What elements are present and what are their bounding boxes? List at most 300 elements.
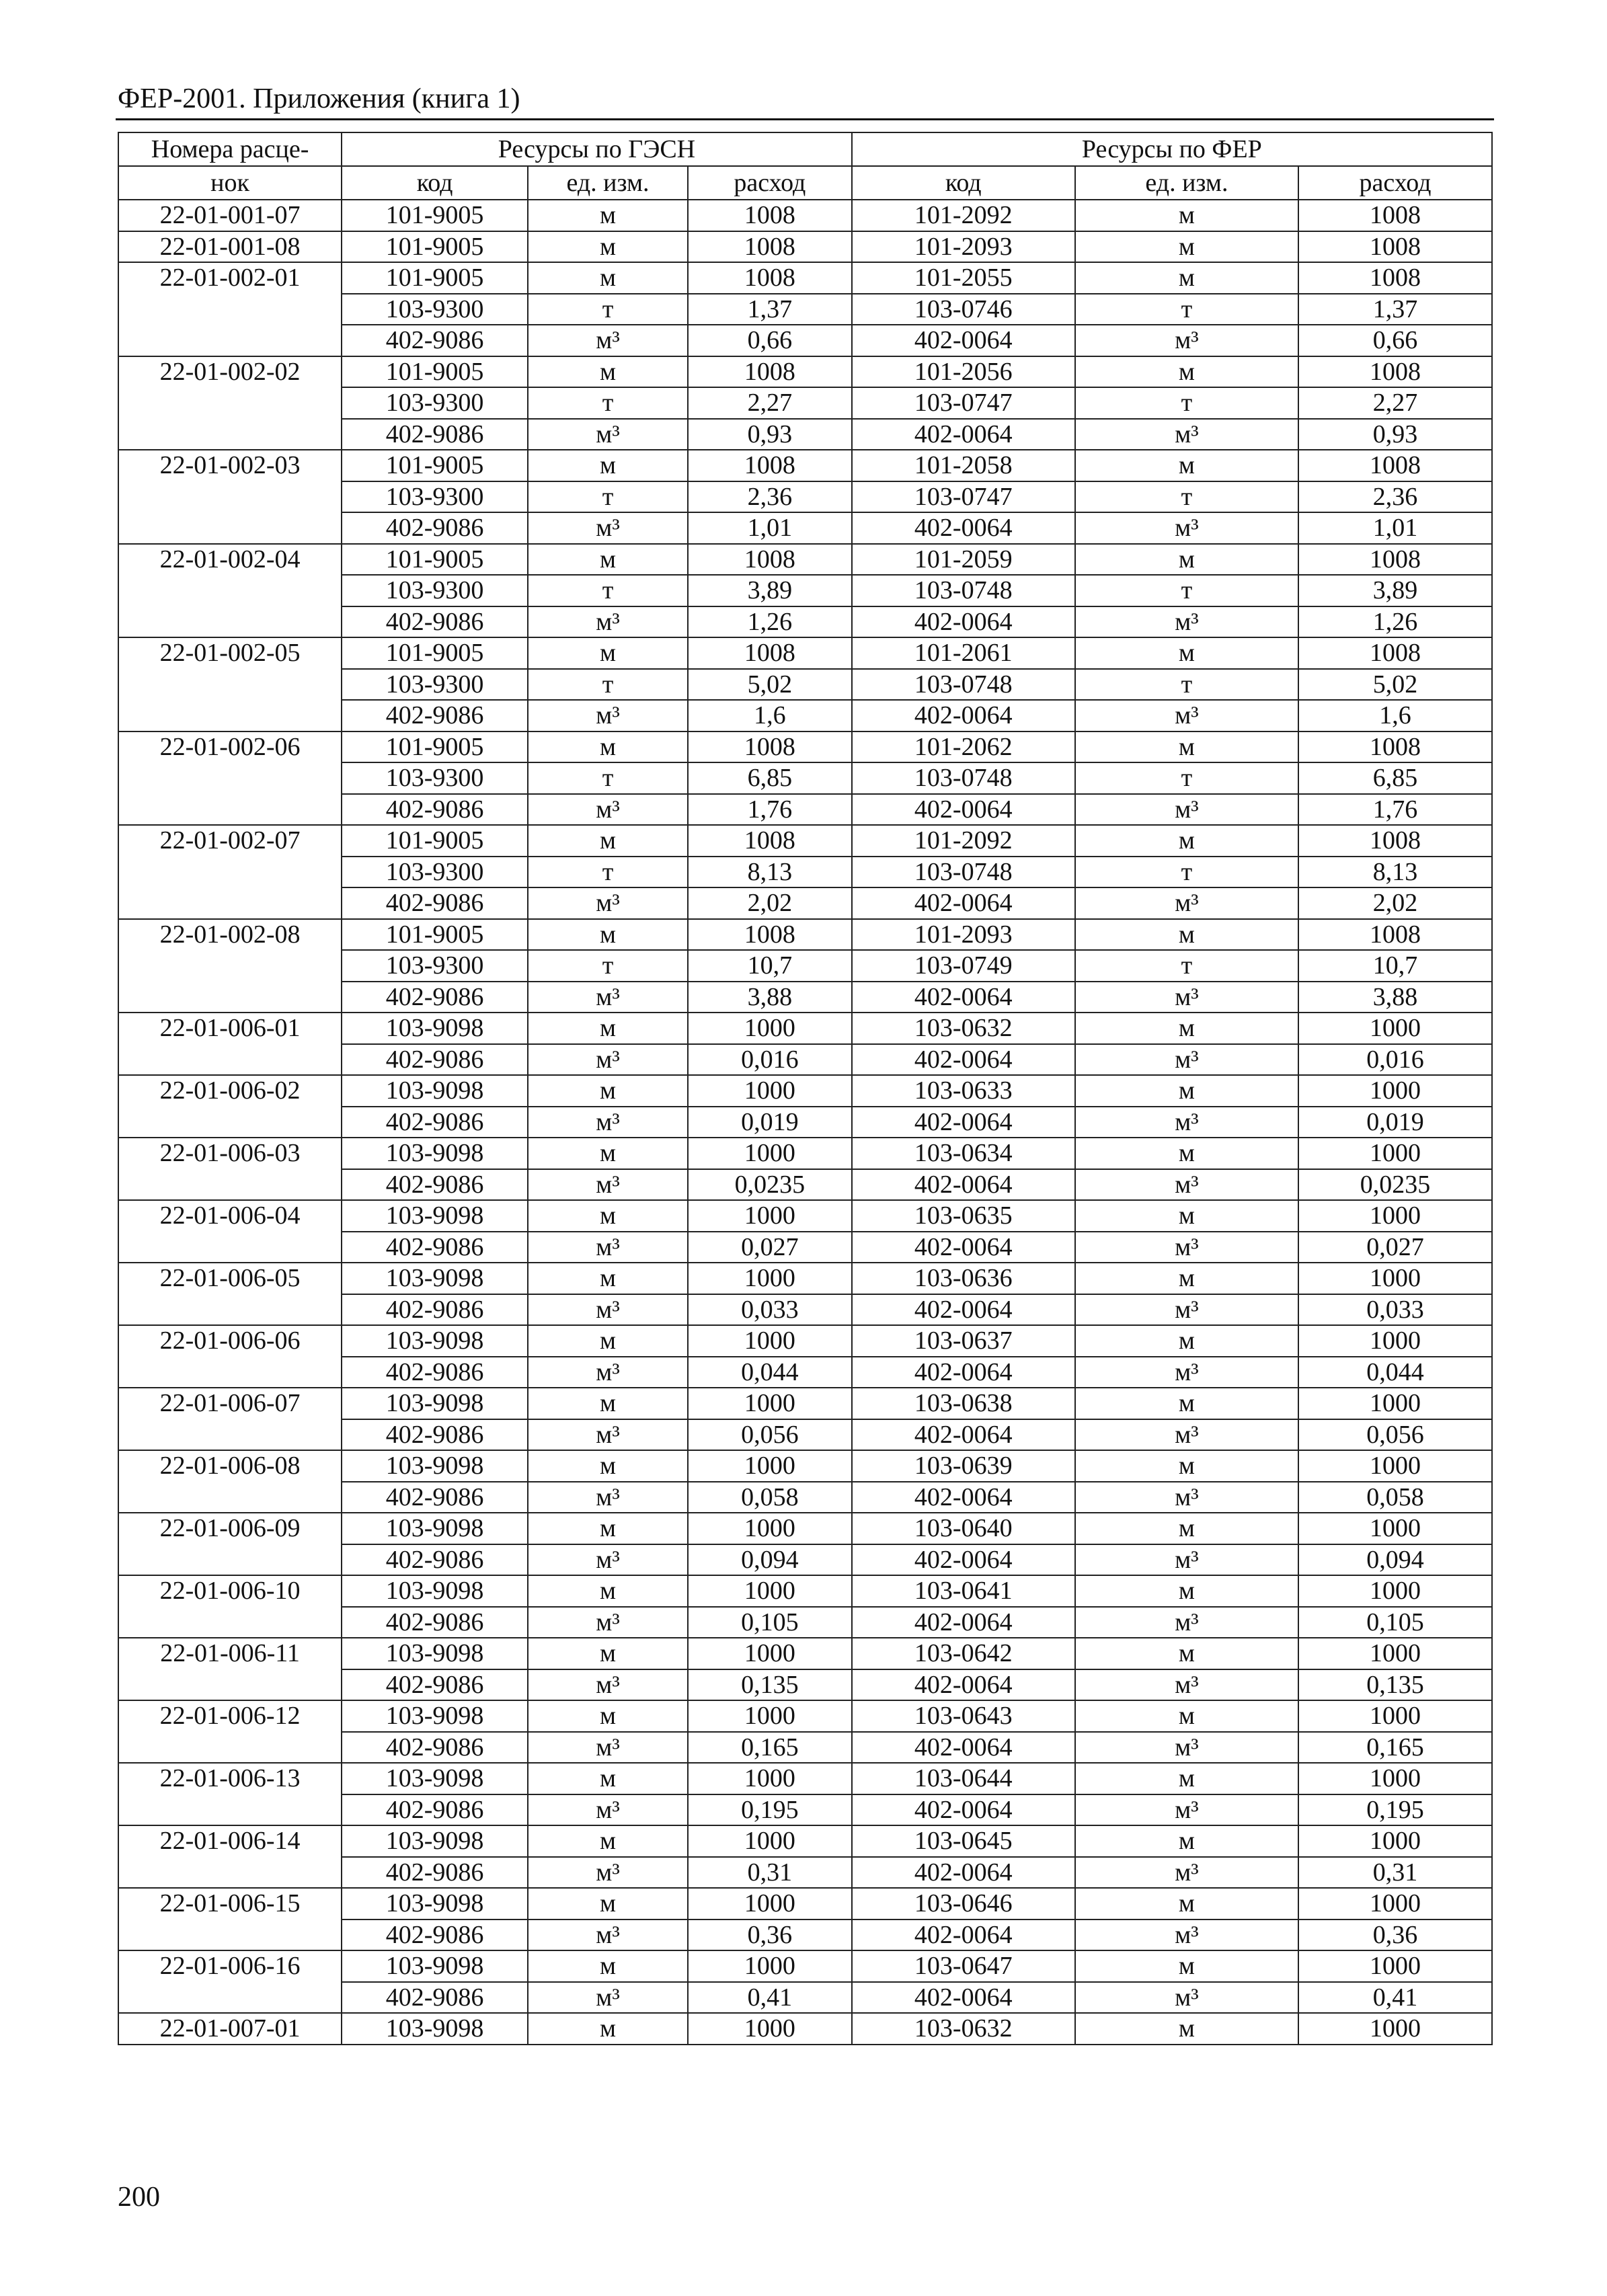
fer-code-cell: 402-0064 bbox=[852, 419, 1075, 450]
header-gesn-group: Ресурсы по ГЭСН bbox=[342, 132, 852, 166]
gesn-consumption-cell: 5,02 bbox=[688, 669, 852, 701]
gesn-unit-cell: м bbox=[528, 1700, 688, 1732]
rate-number-cell: 22-01-006-08 bbox=[118, 1450, 342, 1513]
fer-code-cell: 101-2061 bbox=[852, 637, 1075, 669]
fer-consumption-cell: 1008 bbox=[1298, 262, 1492, 294]
gesn-unit-cell: м bbox=[528, 825, 688, 857]
fer-unit-cell: м³ bbox=[1075, 1044, 1298, 1076]
gesn-unit-cell: м bbox=[528, 1825, 688, 1857]
header-gesn-unit: ед. изм. bbox=[528, 166, 688, 200]
gesn-unit-cell: м bbox=[528, 544, 688, 576]
table-row bbox=[118, 1138, 1492, 1169]
fer-unit-cell: м bbox=[1075, 1138, 1298, 1169]
page-header-title: ФЕР-2001. Приложения (книга 1) bbox=[118, 83, 520, 114]
gesn-code-cell: 402-9086 bbox=[342, 606, 528, 638]
gesn-consumption-cell: 1008 bbox=[688, 231, 852, 263]
gesn-code-cell: 103-9300 bbox=[342, 575, 528, 606]
gesn-unit-cell: м³ bbox=[528, 887, 688, 919]
gesn-code-cell: 402-9086 bbox=[342, 1607, 528, 1638]
gesn-consumption-cell: 1000 bbox=[688, 1263, 852, 1294]
gesn-code-cell: 103-9098 bbox=[342, 1200, 528, 1232]
fer-consumption-cell: 0,056 bbox=[1298, 1419, 1492, 1451]
table-row bbox=[118, 919, 1492, 951]
fer-unit-cell: м bbox=[1075, 1075, 1298, 1107]
gesn-unit-cell: м³ bbox=[528, 1232, 688, 1263]
gesn-unit-cell: м bbox=[528, 1513, 688, 1544]
gesn-code-cell: 103-9300 bbox=[342, 857, 528, 888]
fer-code-cell: 101-2055 bbox=[852, 262, 1075, 294]
gesn-unit-cell: м³ bbox=[528, 1357, 688, 1388]
table-row bbox=[118, 825, 1492, 857]
fer-unit-cell: м³ bbox=[1075, 1232, 1298, 1263]
table-header-row-top bbox=[118, 132, 1492, 166]
fer-code-cell: 402-0064 bbox=[852, 1544, 1075, 1576]
fer-code-cell: 101-2093 bbox=[852, 231, 1075, 263]
gesn-unit-cell: м bbox=[528, 1075, 688, 1107]
fer-unit-cell: т bbox=[1075, 950, 1298, 982]
fer-code-cell: 103-0643 bbox=[852, 1700, 1075, 1732]
gesn-unit-cell: м bbox=[528, 1138, 688, 1169]
fer-consumption-cell: 1008 bbox=[1298, 450, 1492, 481]
fer-consumption-cell: 3,88 bbox=[1298, 982, 1492, 1013]
fer-code-cell: 402-0064 bbox=[852, 512, 1075, 544]
gesn-code-cell: 103-9098 bbox=[342, 2013, 528, 2045]
fer-consumption-cell: 1000 bbox=[1298, 1950, 1492, 1982]
gesn-code-cell: 103-9098 bbox=[342, 1138, 528, 1169]
gesn-code-cell: 101-9005 bbox=[342, 200, 528, 231]
fer-code-cell: 402-0064 bbox=[852, 1044, 1075, 1076]
rate-number-cell: 22-01-006-12 bbox=[118, 1700, 342, 1763]
fer-consumption-cell: 1008 bbox=[1298, 731, 1492, 763]
fer-code-cell: 402-0064 bbox=[852, 1919, 1075, 1951]
fer-consumption-cell: 1000 bbox=[1298, 1263, 1492, 1294]
fer-consumption-cell: 2,27 bbox=[1298, 387, 1492, 419]
gesn-consumption-cell: 1000 bbox=[688, 1575, 852, 1607]
gesn-consumption-cell: 0,135 bbox=[688, 1669, 852, 1701]
page-number: 200 bbox=[118, 2182, 160, 2213]
fer-code-cell: 103-0645 bbox=[852, 1825, 1075, 1857]
rate-number-cell: 22-01-006-06 bbox=[118, 1325, 342, 1388]
table-row bbox=[118, 1200, 1492, 1232]
fer-consumption-cell: 1000 bbox=[1298, 1138, 1492, 1169]
gesn-unit-cell: м bbox=[528, 2013, 688, 2045]
fer-consumption-cell: 1000 bbox=[1298, 1013, 1492, 1044]
gesn-unit-cell: т bbox=[528, 669, 688, 701]
gesn-consumption-cell: 1,37 bbox=[688, 294, 852, 325]
gesn-code-cell: 103-9300 bbox=[342, 294, 528, 325]
gesn-code-cell: 402-9086 bbox=[342, 982, 528, 1013]
fer-code-cell: 103-0632 bbox=[852, 1013, 1075, 1044]
gesn-unit-cell: м³ bbox=[528, 1107, 688, 1138]
header-rate-label-sub: нок bbox=[118, 166, 342, 200]
gesn-consumption-cell: 1008 bbox=[688, 919, 852, 951]
gesn-consumption-cell: 0,36 bbox=[688, 1919, 852, 1951]
rate-number-cell: 22-01-006-07 bbox=[118, 1388, 342, 1450]
fer-code-cell: 103-0642 bbox=[852, 1638, 1075, 1669]
gesn-unit-cell: м bbox=[528, 262, 688, 294]
fer-consumption-cell: 1000 bbox=[1298, 1825, 1492, 1857]
rate-number-cell: 22-01-006-04 bbox=[118, 1200, 342, 1263]
gesn-consumption-cell: 1008 bbox=[688, 544, 852, 576]
table-row bbox=[118, 356, 1492, 388]
gesn-consumption-cell: 0,31 bbox=[688, 1857, 852, 1889]
gesn-unit-cell: м bbox=[528, 731, 688, 763]
fer-code-cell: 101-2056 bbox=[852, 356, 1075, 388]
gesn-consumption-cell: 0,027 bbox=[688, 1232, 852, 1263]
table-row bbox=[118, 1888, 1492, 1919]
gesn-code-cell: 103-9300 bbox=[342, 950, 528, 982]
fer-consumption-cell: 1008 bbox=[1298, 919, 1492, 951]
gesn-code-cell: 402-9086 bbox=[342, 1107, 528, 1138]
table-row bbox=[118, 200, 1492, 231]
fer-code-cell: 402-0064 bbox=[852, 1107, 1075, 1138]
gesn-unit-cell: м³ bbox=[528, 1044, 688, 1076]
fer-unit-cell: м bbox=[1075, 1700, 1298, 1732]
fer-consumption-cell: 8,13 bbox=[1298, 857, 1492, 888]
fer-unit-cell: м³ bbox=[1075, 887, 1298, 919]
gesn-unit-cell: м bbox=[528, 1638, 688, 1669]
fer-unit-cell: т bbox=[1075, 857, 1298, 888]
gesn-unit-cell: м³ bbox=[528, 1294, 688, 1326]
gesn-code-cell: 103-9300 bbox=[342, 481, 528, 513]
fer-consumption-cell: 1000 bbox=[1298, 1450, 1492, 1482]
fer-code-cell: 103-0633 bbox=[852, 1075, 1075, 1107]
fer-unit-cell: м bbox=[1075, 1263, 1298, 1294]
gesn-consumption-cell: 0,105 bbox=[688, 1607, 852, 1638]
header-fer-group: Ресурсы по ФЕР bbox=[852, 132, 1492, 166]
fer-code-cell: 402-0064 bbox=[852, 982, 1075, 1013]
gesn-consumption-cell: 1000 bbox=[688, 1513, 852, 1544]
gesn-unit-cell: т bbox=[528, 857, 688, 888]
fer-code-cell: 103-0640 bbox=[852, 1513, 1075, 1544]
gesn-consumption-cell: 1008 bbox=[688, 637, 852, 669]
fer-unit-cell: м³ bbox=[1075, 512, 1298, 544]
table-row bbox=[118, 231, 1492, 263]
fer-unit-cell: м bbox=[1075, 356, 1298, 388]
fer-code-cell: 101-2062 bbox=[852, 731, 1075, 763]
gesn-unit-cell: м³ bbox=[528, 1919, 688, 1951]
gesn-consumption-cell: 1008 bbox=[688, 356, 852, 388]
fer-code-cell: 101-2092 bbox=[852, 200, 1075, 231]
gesn-consumption-cell: 0,056 bbox=[688, 1419, 852, 1451]
gesn-code-cell: 103-9098 bbox=[342, 1450, 528, 1482]
fer-code-cell: 402-0064 bbox=[852, 887, 1075, 919]
fer-consumption-cell: 5,02 bbox=[1298, 669, 1492, 701]
fer-unit-cell: м³ bbox=[1075, 325, 1298, 356]
gesn-consumption-cell: 1000 bbox=[688, 1075, 852, 1107]
gesn-code-cell: 103-9098 bbox=[342, 1575, 528, 1607]
fer-code-cell: 402-0064 bbox=[852, 1982, 1075, 2014]
gesn-code-cell: 402-9086 bbox=[342, 1169, 528, 1201]
fer-code-cell: 103-0749 bbox=[852, 950, 1075, 982]
gesn-consumption-cell: 1,01 bbox=[688, 512, 852, 544]
gesn-code-cell: 402-9086 bbox=[342, 1794, 528, 1826]
table-row bbox=[118, 1325, 1492, 1357]
fer-code-cell: 103-0748 bbox=[852, 762, 1075, 794]
fer-consumption-cell: 1000 bbox=[1298, 1638, 1492, 1669]
fer-code-cell: 402-0064 bbox=[852, 1669, 1075, 1701]
table-row bbox=[118, 637, 1492, 669]
gesn-unit-cell: т bbox=[528, 387, 688, 419]
fer-consumption-cell: 1008 bbox=[1298, 200, 1492, 231]
gesn-unit-cell: м bbox=[528, 231, 688, 263]
gesn-consumption-cell: 1000 bbox=[688, 1763, 852, 1794]
fer-unit-cell: м³ bbox=[1075, 1732, 1298, 1764]
gesn-consumption-cell: 0,058 bbox=[688, 1482, 852, 1513]
rate-number-cell: 22-01-002-08 bbox=[118, 919, 342, 1013]
gesn-unit-cell: м bbox=[528, 1325, 688, 1357]
fer-unit-cell: м bbox=[1075, 1325, 1298, 1357]
rate-number-cell: 22-01-002-06 bbox=[118, 731, 342, 826]
gesn-unit-cell: м bbox=[528, 919, 688, 951]
fer-consumption-cell: 0,195 bbox=[1298, 1794, 1492, 1826]
gesn-consumption-cell: 1000 bbox=[688, 1200, 852, 1232]
table-row bbox=[118, 2013, 1492, 2045]
rate-number-cell: 22-01-002-04 bbox=[118, 544, 342, 638]
fer-consumption-cell: 10,7 bbox=[1298, 950, 1492, 982]
fer-consumption-cell: 1000 bbox=[1298, 1388, 1492, 1419]
fer-consumption-cell: 0,41 bbox=[1298, 1982, 1492, 2014]
gesn-unit-cell: м³ bbox=[528, 325, 688, 356]
fer-code-cell: 103-0748 bbox=[852, 857, 1075, 888]
gesn-code-cell: 402-9086 bbox=[342, 512, 528, 544]
gesn-unit-cell: м³ bbox=[528, 419, 688, 450]
gesn-code-cell: 103-9098 bbox=[342, 1825, 528, 1857]
gesn-code-cell: 402-9086 bbox=[342, 419, 528, 450]
fer-unit-cell: м³ bbox=[1075, 1607, 1298, 1638]
gesn-code-cell: 103-9098 bbox=[342, 1513, 528, 1544]
gesn-consumption-cell: 0,41 bbox=[688, 1982, 852, 2014]
fer-consumption-cell: 6,85 bbox=[1298, 762, 1492, 794]
gesn-consumption-cell: 0,019 bbox=[688, 1107, 852, 1138]
gesn-unit-cell: м³ bbox=[528, 1857, 688, 1889]
gesn-code-cell: 101-9005 bbox=[342, 731, 528, 763]
gesn-consumption-cell: 1000 bbox=[688, 1325, 852, 1357]
fer-code-cell: 101-2092 bbox=[852, 825, 1075, 857]
table-row bbox=[118, 450, 1492, 481]
rate-number-cell: 22-01-006-01 bbox=[118, 1013, 342, 1075]
gesn-code-cell: 402-9086 bbox=[342, 1732, 528, 1764]
table-row bbox=[118, 1700, 1492, 1732]
fer-unit-cell: м bbox=[1075, 450, 1298, 481]
fer-unit-cell: м bbox=[1075, 1888, 1298, 1919]
rate-number-cell: 22-01-006-09 bbox=[118, 1513, 342, 1575]
fer-unit-cell: м bbox=[1075, 231, 1298, 263]
fer-consumption-cell: 1000 bbox=[1298, 1700, 1492, 1732]
fer-consumption-cell: 0,044 bbox=[1298, 1357, 1492, 1388]
gesn-code-cell: 402-9086 bbox=[342, 1669, 528, 1701]
gesn-unit-cell: м bbox=[528, 637, 688, 669]
fer-consumption-cell: 0,016 bbox=[1298, 1044, 1492, 1076]
table-row bbox=[118, 1013, 1492, 1044]
gesn-unit-cell: м bbox=[528, 1888, 688, 1919]
gesn-consumption-cell: 0,93 bbox=[688, 419, 852, 450]
table-body bbox=[118, 200, 1492, 2045]
rate-number-cell: 22-01-002-01 bbox=[118, 262, 342, 356]
gesn-consumption-cell: 0,0235 bbox=[688, 1169, 852, 1201]
gesn-unit-cell: т bbox=[528, 762, 688, 794]
rate-number-cell: 22-01-002-07 bbox=[118, 825, 342, 919]
gesn-unit-cell: м³ bbox=[528, 794, 688, 826]
fer-code-cell: 101-2059 bbox=[852, 544, 1075, 576]
fer-consumption-cell: 1008 bbox=[1298, 544, 1492, 576]
rate-number-cell: 22-01-001-08 bbox=[118, 231, 342, 263]
fer-code-cell: 402-0064 bbox=[852, 794, 1075, 826]
gesn-unit-cell: т bbox=[528, 481, 688, 513]
gesn-consumption-cell: 0,044 bbox=[688, 1357, 852, 1388]
gesn-consumption-cell: 1000 bbox=[688, 1450, 852, 1482]
fer-consumption-cell: 1008 bbox=[1298, 637, 1492, 669]
gesn-code-cell: 402-9086 bbox=[342, 1544, 528, 1576]
fer-unit-cell: м bbox=[1075, 1763, 1298, 1794]
gesn-consumption-cell: 1000 bbox=[688, 1638, 852, 1669]
fer-code-cell: 103-0641 bbox=[852, 1575, 1075, 1607]
fer-code-cell: 103-0746 bbox=[852, 294, 1075, 325]
gesn-consumption-cell: 1000 bbox=[688, 2013, 852, 2045]
fer-unit-cell: м bbox=[1075, 2013, 1298, 2045]
fer-unit-cell: м bbox=[1075, 1575, 1298, 1607]
fer-unit-cell: м³ bbox=[1075, 1544, 1298, 1576]
fer-consumption-cell: 0,165 bbox=[1298, 1732, 1492, 1764]
fer-unit-cell: м bbox=[1075, 544, 1298, 576]
fer-consumption-cell: 0,31 bbox=[1298, 1857, 1492, 1889]
fer-consumption-cell: 1008 bbox=[1298, 231, 1492, 263]
fer-consumption-cell: 1000 bbox=[1298, 1325, 1492, 1357]
fer-code-cell: 402-0064 bbox=[852, 1732, 1075, 1764]
gesn-code-cell: 402-9086 bbox=[342, 1044, 528, 1076]
fer-unit-cell: м bbox=[1075, 1825, 1298, 1857]
resource-table bbox=[118, 132, 1493, 2045]
fer-consumption-cell: 0,033 bbox=[1298, 1294, 1492, 1326]
fer-unit-cell: м³ bbox=[1075, 794, 1298, 826]
fer-code-cell: 101-2058 bbox=[852, 450, 1075, 481]
gesn-code-cell: 103-9300 bbox=[342, 669, 528, 701]
fer-code-cell: 402-0064 bbox=[852, 1419, 1075, 1451]
fer-code-cell: 402-0064 bbox=[852, 1232, 1075, 1263]
gesn-unit-cell: м bbox=[528, 1575, 688, 1607]
fer-code-cell: 103-0644 bbox=[852, 1763, 1075, 1794]
gesn-code-cell: 402-9086 bbox=[342, 1857, 528, 1889]
gesn-consumption-cell: 0,016 bbox=[688, 1044, 852, 1076]
gesn-consumption-cell: 1008 bbox=[688, 450, 852, 481]
gesn-unit-cell: м bbox=[528, 1950, 688, 1982]
fer-unit-cell: м³ bbox=[1075, 1857, 1298, 1889]
fer-code-cell: 402-0064 bbox=[852, 1607, 1075, 1638]
rate-number-cell: 22-01-006-05 bbox=[118, 1263, 342, 1325]
gesn-unit-cell: м³ bbox=[528, 1544, 688, 1576]
gesn-unit-cell: м³ bbox=[528, 1419, 688, 1451]
gesn-code-cell: 103-9098 bbox=[342, 1013, 528, 1044]
fer-code-cell: 103-0636 bbox=[852, 1263, 1075, 1294]
fer-code-cell: 103-0638 bbox=[852, 1388, 1075, 1419]
fer-consumption-cell: 1,76 bbox=[1298, 794, 1492, 826]
fer-code-cell: 103-0632 bbox=[852, 2013, 1075, 2045]
fer-unit-cell: м³ bbox=[1075, 1669, 1298, 1701]
gesn-consumption-cell: 2,02 bbox=[688, 887, 852, 919]
fer-consumption-cell: 1,01 bbox=[1298, 512, 1492, 544]
gesn-consumption-cell: 1000 bbox=[688, 1138, 852, 1169]
fer-unit-cell: м bbox=[1075, 200, 1298, 231]
fer-code-cell: 103-0634 bbox=[852, 1138, 1075, 1169]
gesn-code-cell: 101-9005 bbox=[342, 919, 528, 951]
gesn-unit-cell: м³ bbox=[528, 1982, 688, 2014]
table-row bbox=[118, 1825, 1492, 1857]
gesn-unit-cell: м bbox=[528, 450, 688, 481]
gesn-consumption-cell: 1000 bbox=[688, 1950, 852, 1982]
table-row bbox=[118, 731, 1492, 763]
table-row bbox=[118, 262, 1492, 294]
gesn-unit-cell: м bbox=[528, 1263, 688, 1294]
fer-consumption-cell: 2,36 bbox=[1298, 481, 1492, 513]
gesn-code-cell: 103-9098 bbox=[342, 1325, 528, 1357]
gesn-code-cell: 103-9098 bbox=[342, 1700, 528, 1732]
fer-code-cell: 103-0646 bbox=[852, 1888, 1075, 1919]
fer-consumption-cell: 0,094 bbox=[1298, 1544, 1492, 1576]
table-header-row-sub bbox=[118, 166, 1492, 200]
fer-consumption-cell: 0,135 bbox=[1298, 1669, 1492, 1701]
table-row bbox=[118, 1575, 1492, 1607]
fer-consumption-cell: 1,26 bbox=[1298, 606, 1492, 638]
gesn-code-cell: 101-9005 bbox=[342, 231, 528, 263]
fer-unit-cell: м bbox=[1075, 731, 1298, 763]
fer-consumption-cell: 1000 bbox=[1298, 1075, 1492, 1107]
gesn-code-cell: 402-9086 bbox=[342, 887, 528, 919]
rate-number-cell: 22-01-007-01 bbox=[118, 2013, 342, 2045]
fer-unit-cell: м bbox=[1075, 1638, 1298, 1669]
gesn-unit-cell: м bbox=[528, 1450, 688, 1482]
fer-code-cell: 103-0748 bbox=[852, 669, 1075, 701]
fer-unit-cell: м bbox=[1075, 919, 1298, 951]
rate-number-cell: 22-01-006-10 bbox=[118, 1575, 342, 1638]
fer-code-cell: 103-0747 bbox=[852, 481, 1075, 513]
fer-consumption-cell: 0,93 bbox=[1298, 419, 1492, 450]
fer-consumption-cell: 2,02 bbox=[1298, 887, 1492, 919]
fer-unit-cell: м³ bbox=[1075, 1169, 1298, 1201]
header-gesn-code: код bbox=[342, 166, 528, 200]
fer-unit-cell: м³ bbox=[1075, 982, 1298, 1013]
gesn-unit-cell: т bbox=[528, 575, 688, 606]
fer-unit-cell: м bbox=[1075, 1200, 1298, 1232]
fer-consumption-cell: 1000 bbox=[1298, 1763, 1492, 1794]
fer-code-cell: 402-0064 bbox=[852, 1857, 1075, 1889]
gesn-code-cell: 103-9300 bbox=[342, 387, 528, 419]
gesn-consumption-cell: 1008 bbox=[688, 200, 852, 231]
gesn-code-cell: 103-9300 bbox=[342, 762, 528, 794]
gesn-code-cell: 402-9086 bbox=[342, 1357, 528, 1388]
fer-code-cell: 103-0637 bbox=[852, 1325, 1075, 1357]
fer-unit-cell: м bbox=[1075, 825, 1298, 857]
gesn-unit-cell: м bbox=[528, 1388, 688, 1419]
fer-consumption-cell: 1,6 bbox=[1298, 700, 1492, 731]
fer-unit-cell: м³ bbox=[1075, 1419, 1298, 1451]
gesn-unit-cell: м bbox=[528, 356, 688, 388]
gesn-unit-cell: м bbox=[528, 200, 688, 231]
gesn-unit-cell: м³ bbox=[528, 1732, 688, 1764]
gesn-code-cell: 103-9098 bbox=[342, 1763, 528, 1794]
table-row bbox=[118, 1763, 1492, 1794]
gesn-unit-cell: т bbox=[528, 294, 688, 325]
fer-unit-cell: м bbox=[1075, 1388, 1298, 1419]
gesn-consumption-cell: 3,88 bbox=[688, 982, 852, 1013]
gesn-code-cell: 103-9098 bbox=[342, 1075, 528, 1107]
table-row bbox=[118, 544, 1492, 576]
header-rate-label-top: Номера расце- bbox=[118, 132, 342, 166]
gesn-consumption-cell: 6,85 bbox=[688, 762, 852, 794]
fer-unit-cell: м³ bbox=[1075, 1482, 1298, 1513]
gesn-consumption-cell: 1000 bbox=[688, 1888, 852, 1919]
gesn-code-cell: 103-9098 bbox=[342, 1638, 528, 1669]
fer-code-cell: 402-0064 bbox=[852, 1482, 1075, 1513]
